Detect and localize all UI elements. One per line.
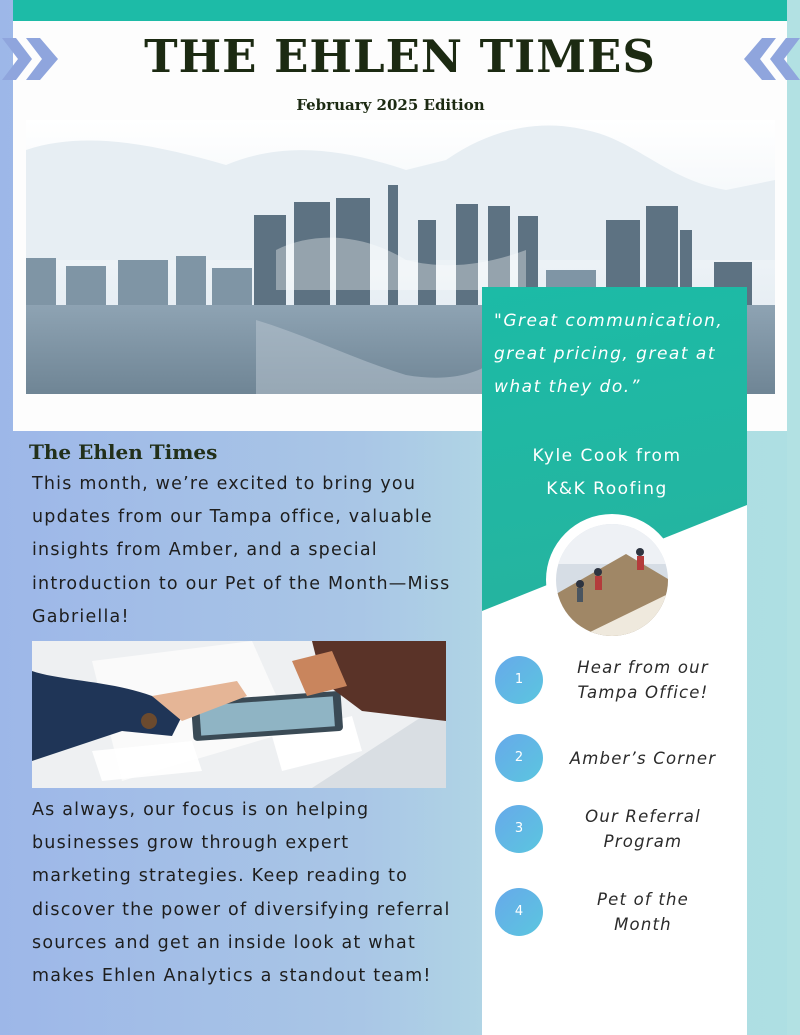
toc-number-badge: 3 (495, 805, 543, 853)
testimonial-author (482, 440, 732, 506)
testimonial-author-name: Kyle Cook from (532, 446, 682, 466)
toc-number-badge: 2 (495, 734, 543, 782)
toc-item-label: Hear from our Tampa Office! (577, 658, 709, 702)
right-edge-strip (787, 0, 800, 1035)
toc-item-referral-program[interactable] (495, 798, 745, 858)
top-accent-bar (13, 0, 787, 21)
edition-date: February 2025 Edition (296, 96, 485, 114)
toc-number-badge: 1 (495, 656, 543, 704)
roofers-image (556, 524, 668, 636)
toc-item-pet-of-the-month[interactable] (495, 881, 745, 941)
testimonial-author-company: K&K Roofing (546, 479, 668, 499)
business-meeting-photo (32, 641, 446, 788)
article-heading: The Ehlen Times (29, 440, 218, 464)
testimonial-quote: "Great communication, great pricing, great at what they do.” (494, 311, 724, 397)
article-outro: As always, our focus is on helping businesses grow through expert marketing strategies. Keep reading to discover the power of diversifying referral sources and get an inside look at what makes Ehlen Analytics a standout team! (32, 800, 451, 987)
masthead-title: THE EHLEN TIMES (144, 30, 656, 83)
toc-item-label: Our Referral Program (585, 807, 701, 851)
toc-item-label: Amber’s Corner (569, 748, 717, 768)
roofing-photo (546, 514, 678, 646)
article-intro: This month, we’re excited to bring you updates from our Tampa office, valuable insights from Amber, and a special introduction to our Pet of the Month—Miss Gabriella! (32, 474, 451, 627)
toc-item-ambers-corner[interactable] (495, 727, 745, 787)
toc-item-tampa-office[interactable] (495, 649, 745, 709)
toc-number-badge: 4 (495, 888, 543, 936)
toc-item-label: Pet of the Month (596, 890, 690, 934)
